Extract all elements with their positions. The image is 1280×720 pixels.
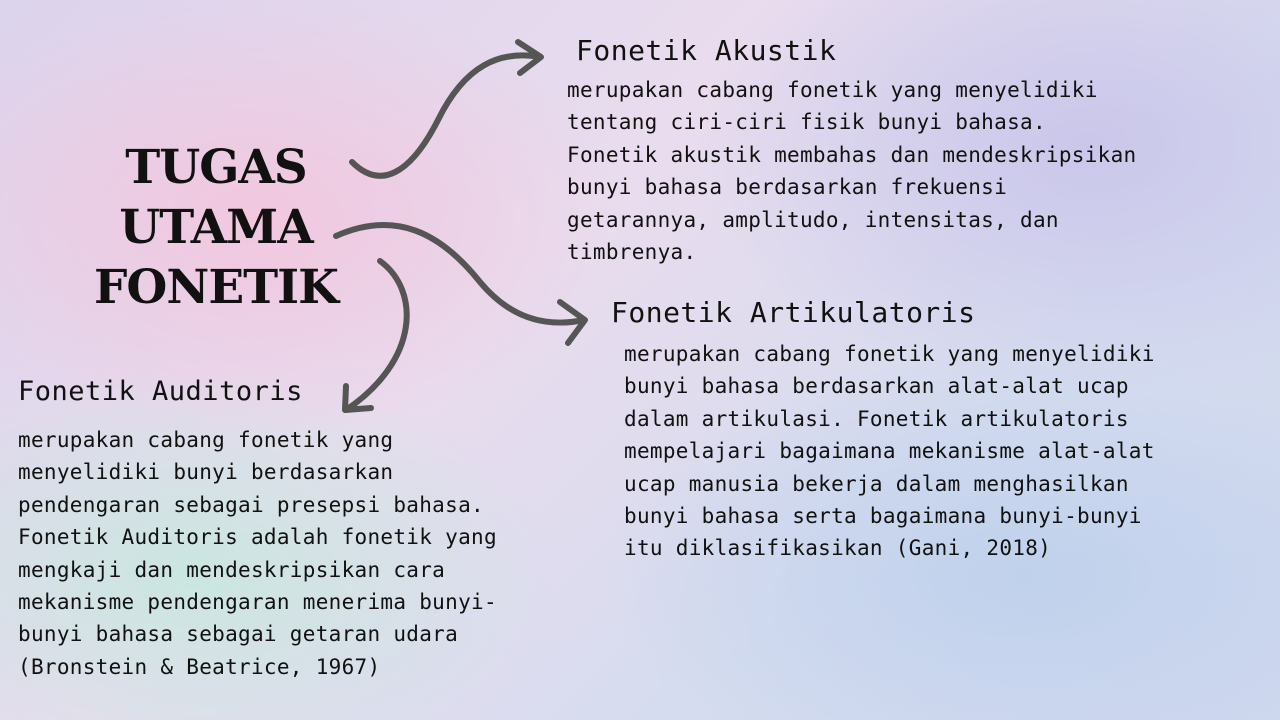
text-line: itu diklasifikasikan (Gani, 2018) [624, 536, 1052, 561]
main-title-line: UTAMA [119, 200, 313, 255]
text-line: menyelidiki bunyi berdasarkan [18, 460, 394, 485]
heading-fonetik-artikulatoris: Fonetik Artikulatoris [611, 296, 976, 329]
text-fonetik-auditoris [18, 424, 497, 683]
heading-fonetik-auditoris: Fonetik Auditoris [18, 376, 303, 407]
text-line: tentang ciri-ciri fisik bunyi bahasa. [567, 110, 1046, 135]
text-fonetik-artikulatoris [624, 338, 1155, 565]
text-line: timbrenya. [567, 240, 697, 265]
text-line: mempelajari bagaimana mekanisme alat-alat [624, 439, 1155, 464]
main-title-line: TUGAS [125, 140, 307, 195]
text-line: merupakan cabang fonetik yang menyelidiki [567, 78, 1098, 102]
heading-fonetik-akustik: Fonetik Akustik [576, 34, 837, 67]
text-line: merupakan cabang fonetik yang menyelidiki [624, 342, 1155, 366]
arrow-to-auditoris [346, 261, 407, 410]
text-line: bunyi bahasa berdasarkan alat-alat ucap [624, 374, 1129, 399]
text-line: getarannya, amplitudo, intensitas, dan [567, 207, 1059, 232]
text-line: (Bronstein & Beatrice, 1967) [18, 654, 381, 679]
text-line: bunyi bahasa sebagai getaran udara [18, 622, 459, 647]
text-fonetik-akustik [567, 74, 1137, 268]
text-line: dalam artikulasi. Fonetik artikulatoris [624, 406, 1129, 431]
text-line: ucap manusia bekerja dalam menghasilkan [624, 471, 1129, 496]
arrow-to-akustik [352, 55, 540, 175]
text-line: Fonetik Auditoris adalah fonetik yang [18, 525, 497, 550]
text-line: bunyi bahasa berdasarkan frekuensi [567, 175, 1008, 200]
main-title-line: FONETIK [94, 260, 338, 315]
text-line: mengkaji dan mendeskripsikan cara [18, 557, 446, 582]
text-line: Fonetik akustik membahas dan mendeskripsikan [567, 142, 1137, 167]
text-line: pendengaran sebagai presepsi bahasa. [18, 492, 484, 517]
text-line: mekanisme pendengaran menerima bunyi- [18, 590, 497, 615]
arrow-to-artikulatoris [336, 225, 584, 323]
text-line: bunyi bahasa serta bagaimana bunyi-bunyi [624, 504, 1142, 529]
text-line: merupakan cabang fonetik yang [18, 428, 394, 452]
